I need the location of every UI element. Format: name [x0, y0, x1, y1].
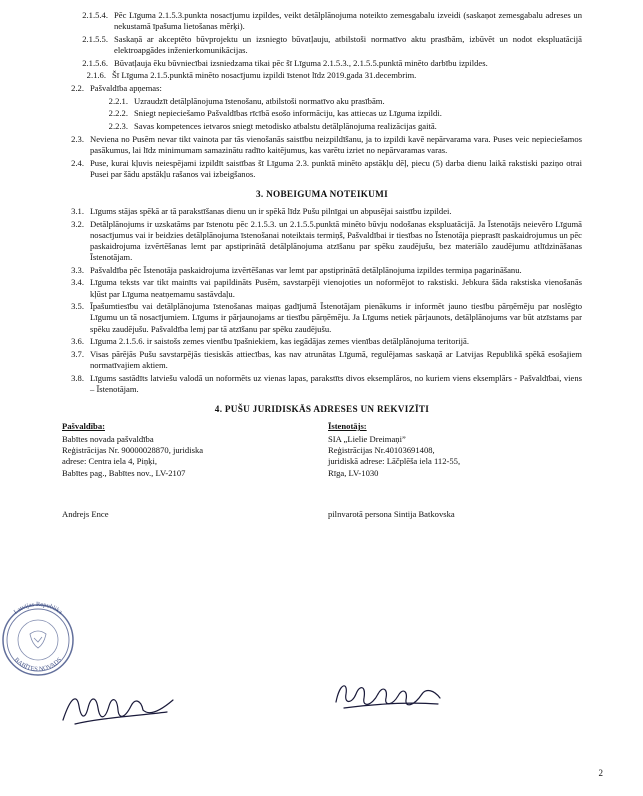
signer-left-name: Andrejs Ence — [62, 508, 109, 519]
clause-2-2-1 — [98, 96, 582, 107]
clause-list-section3 — [62, 206, 582, 395]
clause-number: 3.5. — [71, 301, 84, 312]
clause-2-1-5-5 — [62, 34, 582, 56]
clause-number: 3.3. — [71, 264, 84, 275]
clause-2-2-3 — [98, 121, 582, 132]
clause-3-8 — [62, 373, 582, 395]
clause-number: 3.7. — [71, 348, 84, 359]
party-right-line-1: SIA „Lielie Dreimaņi” — [328, 433, 406, 444]
clause-text: Pašvaldība apņemas: — [90, 83, 162, 94]
clause-2-4 — [62, 158, 582, 180]
party-left-heading: Pašvaldība: — [62, 421, 105, 432]
clause-text: Sniegt nepieciešamo Pašvaldības rīcībā esošo informāciju, kas attiecas uz Līguma izpildi. — [134, 108, 442, 119]
clause-number: 2.1.5.4. — [82, 10, 108, 20]
clause-2-1-5-4 — [62, 10, 582, 32]
clause-text: Savas kompetences ietvaros sniegt metodisko atbalstu detālplānojuma realizācijas gaitā. — [134, 121, 437, 132]
clause-number: 2.2.2. — [108, 108, 128, 119]
clause-text: Detālplānojums ir uzskatāms par īstenotu pēc 2.1.5.3. un 2.1.5.5.punktā minēto būvju nodošanas ekspluatācijā. Ja Īstenotājs neievēro Līgumā nosacījumus vai ir beidzies detālplānojuma īstenošanai noteiktais termiņš, Pašvaldībai ir tiesības no Īstenotāja pieprasīt paskaidrojumus un pēc paskaidrojuma izvērtēšanas lemt par apstiprinātā detālplānojuma atzīšanu par spēku zaudējušu, bez materiālo zaudējumu atlīdzināšanas Īstenotājam. — [90, 218, 582, 263]
clause-number: 2.3. — [71, 133, 84, 144]
signature-left — [55, 690, 185, 735]
clause-text: Neviena no Pusēm nevar tikt vainota par tās vienošanās saistību neizpildīšanu, ja to izpildi kavē nepārvarama vara. Puses veic nepieciešamos pasākumus, lai līdz minimumam samazinātu radīto kaitējumus, kas varētu izriet no nepārvaramas varas. — [90, 133, 582, 155]
clause-text: Saskaņā ar akceptēto būvprojektu un izsniegto būvatļauju, atbilstoši normatīvo aktu prasībām, izbūvēt un nodot ekspluatācijā elektroapgādes inženierkomunikācijas. — [114, 33, 582, 56]
clause-2-1-5-6 — [62, 58, 582, 69]
clause-text: Pašvaldība pēc Īstenotāja paskaidrojuma izvērtēšanas var lemt par apstiprinātā detālplānojuma izpildes termiņa pagarināšanu. — [90, 264, 522, 275]
clause-number: 2.4. — [71, 157, 84, 168]
svg-text:Latvijas Republika: Latvijas Republika — [12, 601, 64, 616]
clause-2-1-6 — [80, 70, 582, 81]
clause-number: 3.2. — [71, 218, 84, 229]
clause-number: 3.4. — [71, 277, 84, 288]
party-left — [62, 421, 314, 479]
section-4-title: 4. PUŠU JURIDISKĀS ADRESES UN REKVIZĪTI — [214, 404, 430, 415]
clause-number: 2.2.3. — [108, 121, 128, 132]
clause-list-section2 — [62, 10, 582, 180]
party-right — [328, 421, 580, 479]
clause-3-2 — [62, 219, 582, 264]
signature-right — [330, 678, 450, 719]
clause-text: Šī Līguma 2.1.5.punktā minēto nosacījumu izpildi īstenot līdz 2019.gada 31.decembrim. — [112, 70, 417, 81]
signers-block — [62, 509, 582, 519]
party-right-heading: Īstenotājs: — [328, 421, 367, 432]
document-body — [62, 10, 582, 519]
page-number: 2 — [598, 768, 603, 778]
official-stamp — [0, 592, 86, 688]
clause-number: 3.6. — [71, 336, 84, 347]
clause-number: 2.1.5.6. — [82, 57, 108, 68]
clause-text: Līgums stājas spēkā ar tā parakstīšanas dienu un ir spēkā līdz Pušu pilnīgai un abpusējai saistību izpildei. — [90, 205, 452, 216]
party-left-line-4: Babītes pag., Babītes nov., LV-2107 — [62, 467, 186, 478]
clause-2-3 — [62, 134, 582, 156]
clause-3-7 — [62, 349, 582, 371]
clause-2-2-2 — [98, 108, 582, 119]
svg-text:BABĪTES NOVADS: BABĪTES NOVADS — [12, 656, 64, 674]
clause-number: 2.1.6. — [86, 70, 106, 81]
parties-block — [62, 421, 582, 479]
clause-number: 2.2. — [71, 83, 84, 94]
clause-3-6 — [62, 336, 582, 347]
clause-3-1 — [62, 206, 582, 217]
clause-text: Īpašumtiesību vai detālplānojuma īstenošanas maiņas gadījumā Īstenotājam pienākums ir informēt jauno tiesību pārņēmēju par noslēgto Līgumu un tā nosacījumiem. Līgums ir pārjaunojams ar tiesību pārņēmēju. Ja Līgums netiek pārjaunots, detālplānojums var būt atzīstams par spēku zaudējušu. Pašvaldība lemj par tā atzīšanu par spēku zaudējušu. — [90, 301, 582, 334]
signer-right-name: pilnvarotā persona Sintija Batkovska — [328, 508, 455, 519]
clause-number: 3.8. — [71, 372, 84, 383]
section-3-title: 3. NOBEIGUMA NOTEIKUMI — [256, 188, 388, 199]
party-right-line-3: juridiskā adrese: Lāčplēša iela 112-55, — [328, 456, 461, 467]
clause-text: Visas pārējās Pušu savstarpējās tiesiskās attiecības, kas nav atrunātas Līgumā, regulējamas saskaņā ar Latvijas Republikā spēkā esošajiem normatīvajiem aktiem. — [90, 348, 582, 371]
clause-text: Uzraudzīt detālplānojuma īstenošanu, atbilstoši normatīvo aku prasībām. — [134, 95, 385, 106]
party-left-line-3: adrese: Centra iela 4, Piņķi, — [62, 456, 157, 467]
clause-3-4 — [62, 277, 582, 299]
clause-text: Pēc Līguma 2.1.5.3.punkta nosacījumu izpildes, veikt detālplānojuma noteikto zemesgabalu izveidi (saskaņot zemesgabalu adreses un nekustamā īpašuma lietošanas mērķi). — [114, 10, 582, 32]
clause-number: 3.1. — [71, 205, 84, 216]
party-right-line-4: Rīga, LV-1030 — [328, 467, 379, 478]
clause-text: Būvatļauja ēku būvniecībai izsniedzama tikai pēc šī Līguma 2.1.5.3., 2.1.5.5.punktā minēto darbību izpildes. — [114, 57, 488, 68]
clause-text: Puse, kurai kļuvis neiespējami izpildīt saistības šī Līguma 2.3. punktā minēto apstākļu dēļ, piecu (5) darba dienu laikā rakstiski paziņo otrai Pusei par šādu apstākļu rašanos vai izbeigšanos. — [90, 157, 582, 179]
clause-3-5 — [62, 301, 582, 335]
clause-number: 2.2.1. — [108, 95, 128, 106]
party-left-line-1: Babītes novada pašvaldība — [62, 433, 154, 444]
clause-number: 2.1.5.5. — [82, 33, 108, 44]
party-left-line-2: Reģistrācijas Nr. 90000028870, juridiska — [62, 444, 204, 455]
clause-2-2 — [62, 83, 582, 94]
clause-text: Līguma teksts var tikt mainīts vai papildināts Pusēm, savstarpēji vienojoties un noformējot to rakstiski. Jebkura šāda rakstiska vienošanās kļūst par Līguma neatņemamu sastāvdaļu. — [90, 277, 582, 299]
party-right-line-2: Reģistrācijas Nr.40103691408, — [328, 444, 435, 455]
clause-3-3 — [62, 265, 582, 276]
clause-text: Līgums sastādīts latviešu valodā un noformēts uz vienas lapas, parakstīts divos eksemplāros, no kuriem viens eksemplārs - Pašvaldībai, viens – Īstenotājam. — [90, 372, 582, 394]
clause-text: Līguma 2.1.5.6. ir saistošs zemes vienību īpašniekiem, kas iegādājas zemes vienības detālplānojuma teritorijā. — [90, 336, 469, 347]
